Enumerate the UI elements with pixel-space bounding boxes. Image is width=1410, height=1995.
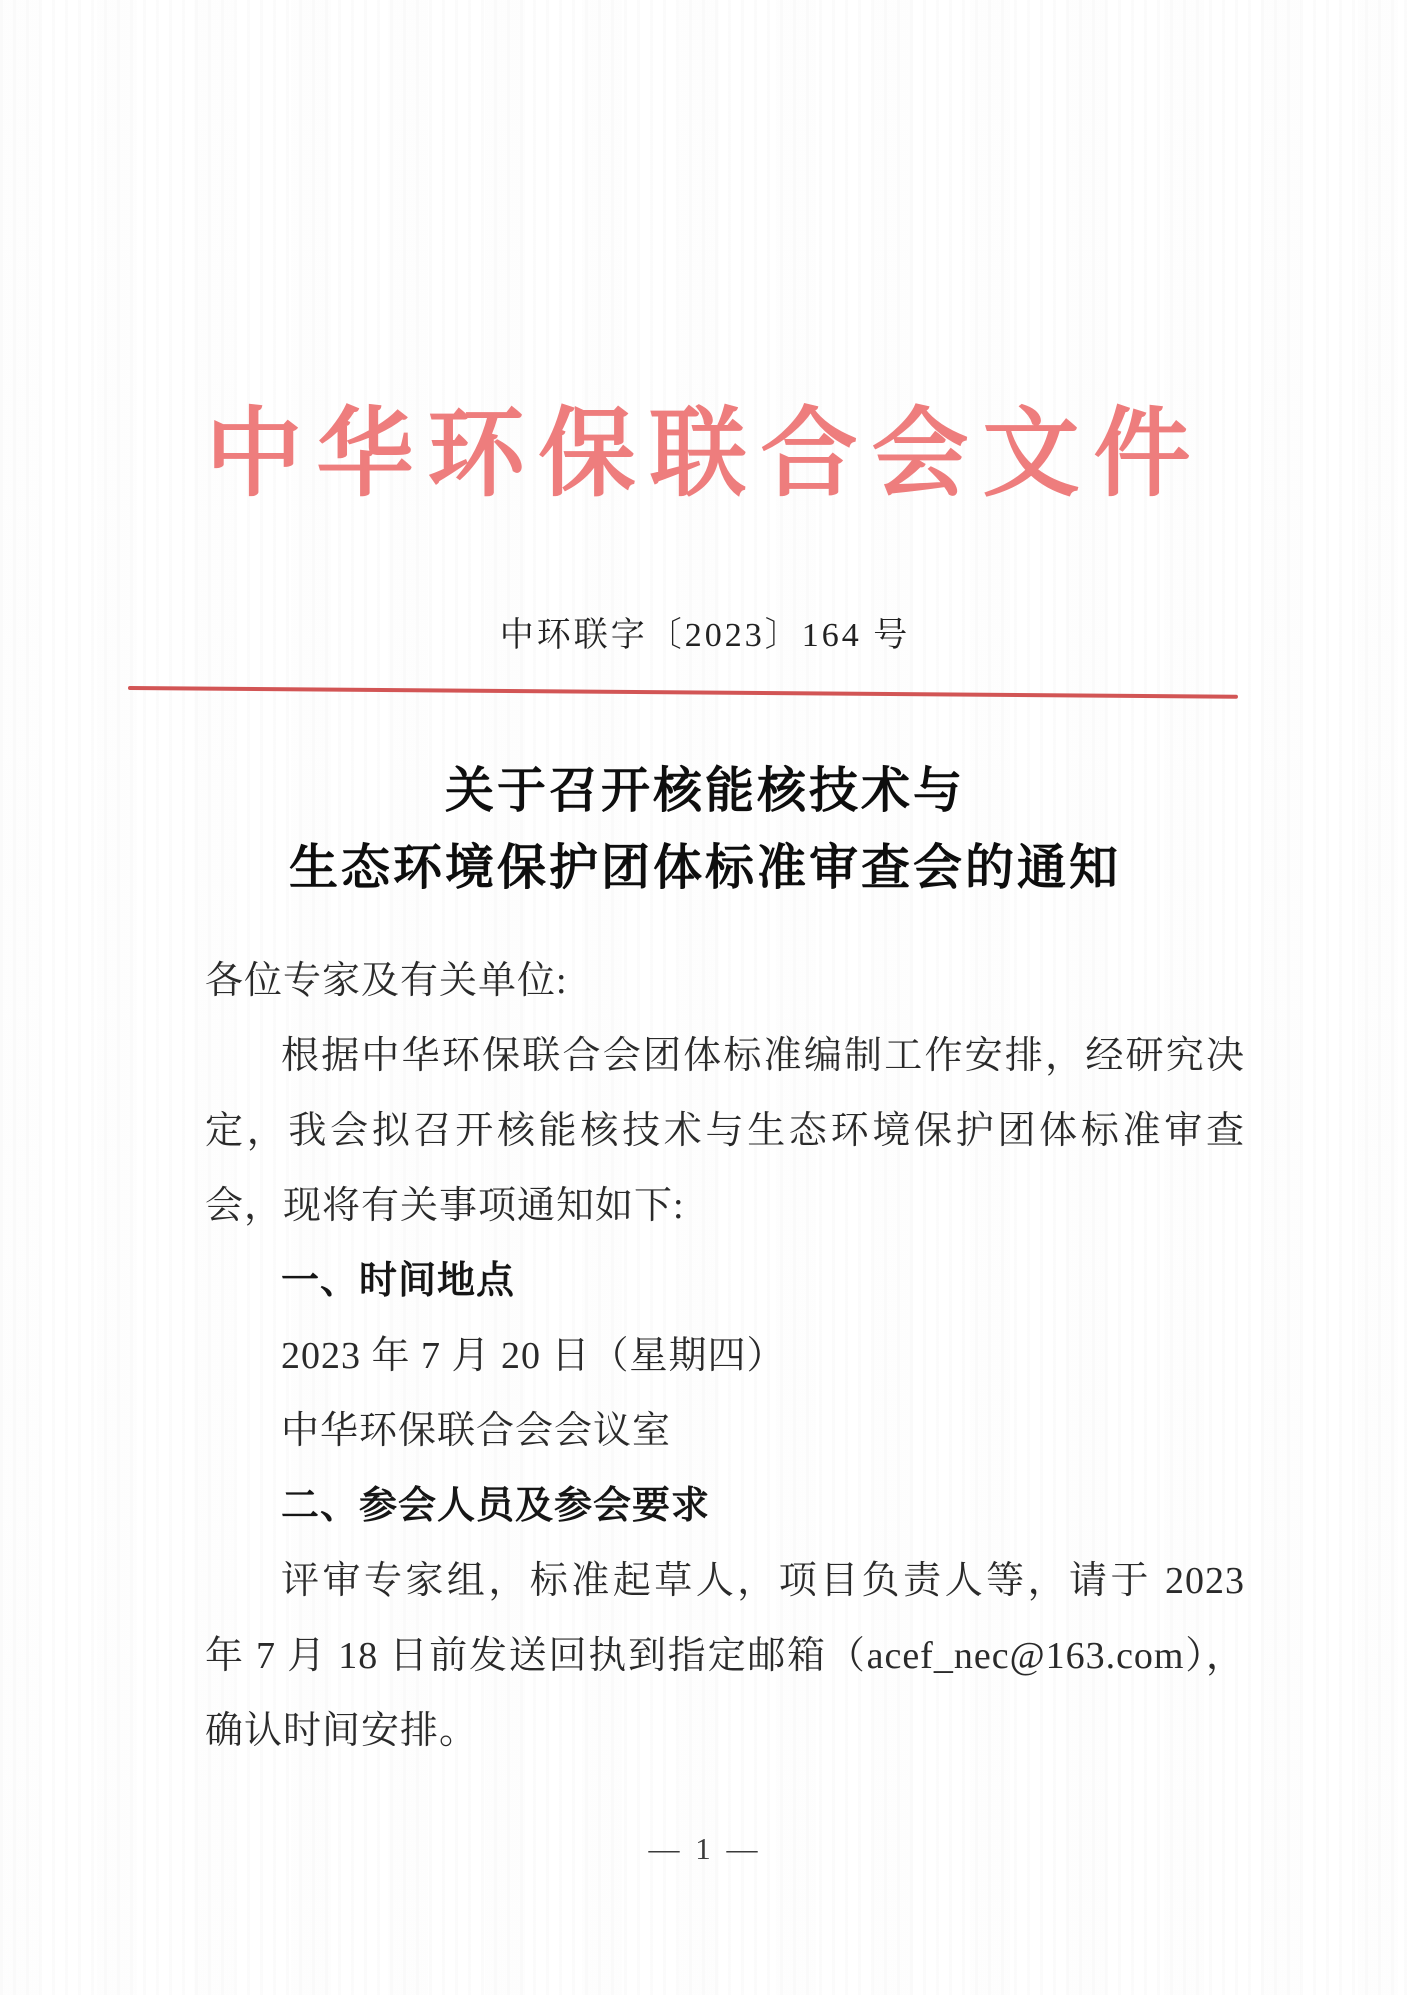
salutation-line: 各位专家及有关单位: bbox=[205, 960, 568, 1002]
section-heading-1: 一、时间地点 bbox=[281, 1260, 516, 1302]
body-line: 确认时间安排。 bbox=[205, 1710, 479, 1752]
document-title-line-1: 关于召开核能核技术与 bbox=[444, 763, 965, 818]
section-heading-2: 二、参会人员及参会要求 bbox=[281, 1485, 711, 1527]
body-line: 定，我会拟召开核能核技术与生态环境保护团体标准审查 bbox=[205, 1110, 1245, 1152]
meeting-date-line: 2023 年 7 月 20 日（星期四） bbox=[281, 1335, 786, 1377]
document-title-line-2: 生态环境保护团体标准审查会的通知 bbox=[288, 840, 1121, 895]
meeting-venue-line: 中华环保联合会会议室 bbox=[281, 1410, 672, 1452]
body-line: 根据中华环保联合会团体标准编制工作安排，经研究决 bbox=[281, 1035, 1245, 1077]
red-separator-line bbox=[128, 686, 1238, 699]
document-body bbox=[205, 944, 1245, 1769]
body-line: 评审专家组，标准起草人，项目负责人等，请于 2023 bbox=[281, 1560, 1245, 1602]
document-number: 中环联字〔2023〕164 号 bbox=[499, 617, 911, 654]
page-number: — 1 — bbox=[648, 1831, 762, 1866]
red-letterhead-title: 中华环保联合会文件 bbox=[205, 401, 1205, 508]
body-line: 会，现将有关事项通知如下: bbox=[205, 1185, 685, 1227]
document-title bbox=[0, 752, 1410, 906]
body-line: 年 7 月 18 日前发送回执到指定邮箱（acef_nec@163.com）， bbox=[205, 1635, 1245, 1677]
